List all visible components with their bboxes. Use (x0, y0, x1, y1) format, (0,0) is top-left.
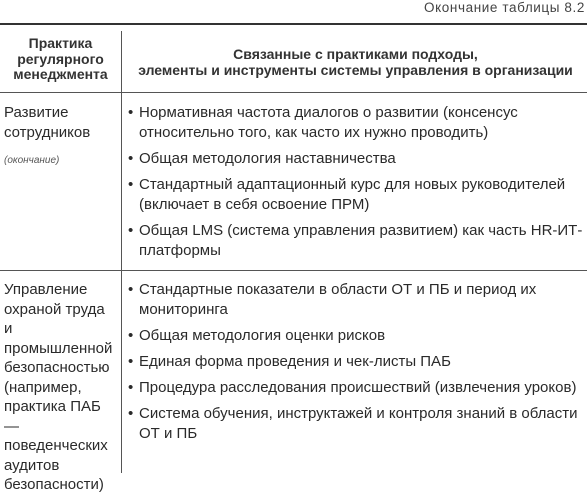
header-bottom-rule (0, 92, 587, 93)
list-item: • Система обучения, инструктажей и контроля знаний в области ОТ и ПБ (128, 405, 578, 442)
practice-note: (окончание) (4, 155, 60, 166)
list-item: • Общая методология оценки рисков (128, 327, 386, 344)
list-item: • Нормативная частота диалогов о развитии (консенсус относительно того, как часто их нужно проводить) (128, 104, 518, 141)
header-practice: Практика регулярного менеджмента (13, 35, 108, 82)
bullet-icon: • (128, 104, 134, 121)
practice-name: Развитие сотрудников (4, 104, 91, 141)
header-approaches-line-2: элементы и инструменты системы управления в организации (138, 62, 573, 78)
approaches-list-safety (128, 280, 584, 450)
practice-name: Управление охраной труда и промышленной безопасностью (например, практика ПАБ — поведенческих аудитов безопасности) (4, 281, 113, 493)
bullet-icon: • (128, 222, 134, 239)
row-divider-rule (0, 270, 587, 271)
bullet-icon: • (128, 405, 134, 422)
list-item: • Общая методология наставничества (128, 150, 396, 167)
bullet-icon: • (128, 176, 134, 193)
approaches-list-development (128, 103, 584, 267)
column-divider (121, 31, 122, 473)
bullet-icon: • (128, 281, 134, 298)
bullet-icon: • (128, 353, 134, 370)
header-approaches (124, 46, 587, 78)
practice-cell-development (4, 103, 116, 171)
practice-cell-safety (4, 280, 116, 495)
list-item: • Стандартный адаптационный курс для новых руководителей (включает в себя освоение ПРМ) (128, 176, 566, 213)
table-caption: Окончание таблицы 8.2 (424, 0, 585, 15)
bullet-icon: • (128, 150, 134, 167)
table-top-rule (0, 23, 587, 25)
list-item: • Общая LMS (система управления развитием) как часть HR-ИТ-платформы (128, 222, 583, 259)
bullet-icon: • (128, 379, 134, 396)
list-item: • Стандартные показатели в области ОТ и ПБ и период их мониторинга (128, 281, 537, 318)
list-item: • Единая форма проведения и чек-листы ПАБ (128, 353, 451, 370)
bullet-icon: • (128, 327, 134, 344)
list-item: • Процедура расследования происшествий (извлечения уроков) (128, 379, 577, 396)
header-approaches-line-1: Связанные с практиками подходы, (233, 46, 478, 62)
